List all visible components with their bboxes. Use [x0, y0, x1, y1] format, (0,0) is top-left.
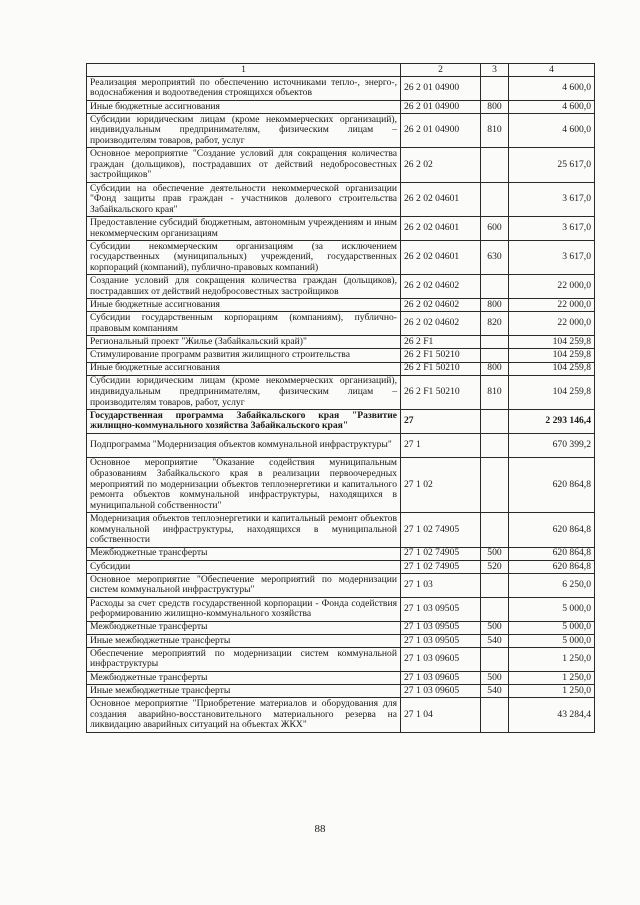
row-name: Региональный проект "Жилье (Забайкальский край)" [87, 336, 401, 349]
table-row [87, 574, 595, 598]
table-row [87, 684, 595, 697]
table-row [87, 349, 595, 362]
table-row [87, 240, 595, 274]
row-name: Субсидии на обеспечение деятельности некоммерческой организации "Фонд защиты прав граждан - участников долевого строительства Забайкальского края" [87, 182, 401, 216]
table-row [87, 457, 595, 513]
row-expense-type: 630 [481, 240, 509, 274]
row-name: Субсидии юридическим лицам (кроме некоммерческих организаций), индивидуальным предпринимателям, физическим лицам – производителям товаров, работ, услуг [87, 375, 401, 409]
row-expense-type: 540 [481, 684, 509, 697]
row-name: Создание условий для сокращения количества граждан (дольщиков), пострадавших от действий недобросовестных застройщиков [87, 275, 401, 299]
table-row [87, 362, 595, 375]
row-amount: 1 250,0 [509, 671, 595, 684]
row-name: Стимулирование программ развития жилищного строительства [87, 349, 401, 362]
row-expense-type [481, 148, 509, 182]
table-row [87, 671, 595, 684]
row-expense-type: 800 [481, 299, 509, 312]
row-amount: 4 600,0 [509, 113, 595, 147]
row-amount: 5 000,0 [509, 597, 595, 621]
table-row [87, 410, 595, 434]
row-code: 26 2 F1 50210 [401, 375, 481, 409]
row-name: Межбюджетные трансферты [87, 671, 401, 684]
table-row [87, 560, 595, 573]
row-expense-type [481, 433, 509, 457]
row-code: 27 1 04 [401, 698, 481, 732]
row-amount: 43 284,4 [509, 698, 595, 732]
row-amount: 5 000,0 [509, 634, 595, 647]
row-amount: 620 864,8 [509, 513, 595, 547]
row-name: Иные бюджетные ассигнования [87, 299, 401, 312]
row-name: Основное мероприятие "Приобретение материалов и оборудования для создания аварийно-восстановительного материального резерва на ликвидацию аварийных ситуаций на объектах ЖКХ" [87, 698, 401, 732]
header-column-1: 1 [87, 64, 401, 77]
row-code: 27 [401, 410, 481, 434]
row-name: Иные бюджетные ассигнования [87, 362, 401, 375]
row-amount: 670 399,2 [509, 433, 595, 457]
row-amount: 1 250,0 [509, 648, 595, 672]
row-amount: 2 293 146,4 [509, 410, 595, 434]
page-number: 88 [314, 823, 326, 835]
row-code: 27 1 03 09505 [401, 621, 481, 634]
row-expense-type [481, 597, 509, 621]
row-amount: 4 600,0 [509, 77, 595, 101]
row-code: 27 1 03 [401, 574, 481, 598]
row-name: Модернизация объектов теплоэнергетики и капитальный ремонт объектов коммунальной инфраструктуры, находящихся в муниципальной собственности [87, 513, 401, 547]
row-amount: 620 864,8 [509, 547, 595, 560]
row-expense-type [481, 349, 509, 362]
row-name: Межбюджетные трансферты [87, 547, 401, 560]
row-code: 26 2 02 04601 [401, 217, 481, 241]
row-code: 27 1 02 74905 [401, 513, 481, 547]
table-row [87, 113, 595, 147]
table-row [87, 698, 595, 732]
table-row [87, 100, 595, 113]
table-row [87, 275, 595, 299]
row-expense-type [481, 77, 509, 101]
row-amount: 104 259,8 [509, 362, 595, 375]
header-column-4: 4 [509, 64, 595, 77]
row-amount: 22 000,0 [509, 312, 595, 336]
row-expense-type: 810 [481, 113, 509, 147]
row-name: Государственная программа Забайкальского края "Развитие жилищно-коммунального хозяйства Забайкальского края" [87, 410, 401, 434]
table-row [87, 634, 595, 647]
row-amount: 620 864,8 [509, 457, 595, 513]
row-code: 27 1 03 09505 [401, 634, 481, 647]
row-code: 26 2 F1 [401, 336, 481, 349]
row-name: Основное мероприятие "Создание условий для сокращения количества граждан (дольщиков), пострадавших от действий недобросовестных застройщиков" [87, 148, 401, 182]
table-row [87, 433, 595, 457]
row-amount: 1 250,0 [509, 684, 595, 697]
row-code: 27 1 03 09605 [401, 684, 481, 697]
row-code: 26 2 01 04900 [401, 77, 481, 101]
budget-table [86, 63, 595, 733]
row-amount: 3 617,0 [509, 182, 595, 216]
row-name: Обеспечение мероприятий по модернизации систем коммунальной инфраструктуры [87, 648, 401, 672]
row-expense-type: 820 [481, 312, 509, 336]
row-amount: 3 617,0 [509, 240, 595, 274]
row-name: Субсидии некоммерческим организациям (за исключением государственных (муниципальных) учреждений, государственных корпораций (компаний), публично-правовых компаний) [87, 240, 401, 274]
table-row [87, 77, 595, 101]
header-column-3: 3 [481, 64, 509, 77]
row-expense-type [481, 574, 509, 598]
row-amount: 5 000,0 [509, 621, 595, 634]
table-row [87, 312, 595, 336]
row-expense-type: 500 [481, 547, 509, 560]
row-expense-type [481, 648, 509, 672]
row-name: Иные межбюджетные трансферты [87, 634, 401, 647]
row-name: Предоставление субсидий бюджетным, автономным учреждениям и иным некоммерческим организациям [87, 217, 401, 241]
row-code: 26 2 F1 50210 [401, 362, 481, 375]
document-page [86, 63, 594, 733]
row-expense-type [481, 275, 509, 299]
row-code: 27 1 02 74905 [401, 560, 481, 573]
row-amount: 4 600,0 [509, 100, 595, 113]
header-column-2: 2 [401, 64, 481, 77]
table-row [87, 513, 595, 547]
row-code: 27 1 02 [401, 457, 481, 513]
row-code: 27 1 [401, 433, 481, 457]
row-amount: 3 617,0 [509, 217, 595, 241]
table-row [87, 336, 595, 349]
row-code: 26 2 02 04602 [401, 275, 481, 299]
row-expense-type: 500 [481, 621, 509, 634]
row-amount: 6 250,0 [509, 574, 595, 598]
row-expense-type: 520 [481, 560, 509, 573]
row-code: 27 1 03 09505 [401, 597, 481, 621]
row-code: 26 2 02 04602 [401, 299, 481, 312]
row-expense-type [481, 410, 509, 434]
row-name: Расходы за счет средств государственной корпорации - Фонда содействия реформированию жилищно-коммунального хозяйства [87, 597, 401, 621]
table-row [87, 299, 595, 312]
row-code: 27 1 02 74905 [401, 547, 481, 560]
table-row [87, 375, 595, 409]
table-row [87, 621, 595, 634]
row-name: Иные межбюджетные трансферты [87, 684, 401, 697]
row-name: Субсидии государственным корпорациям (компаниям), публично-правовым компаниям [87, 312, 401, 336]
row-name: Подпрограмма "Модернизация объектов коммунальной инфраструктуры" [87, 433, 401, 457]
row-amount: 22 000,0 [509, 275, 595, 299]
table-row [87, 547, 595, 560]
row-name: Основное мероприятие "Обеспечение мероприятий по модернизации систем коммунальной инфраструктуры" [87, 574, 401, 598]
row-expense-type [481, 698, 509, 732]
row-amount: 22 000,0 [509, 299, 595, 312]
row-expense-type [481, 457, 509, 513]
row-expense-type [481, 513, 509, 547]
table-body [87, 77, 595, 733]
row-amount: 620 864,8 [509, 560, 595, 573]
row-expense-type: 540 [481, 634, 509, 647]
table-row [87, 217, 595, 241]
row-expense-type: 810 [481, 375, 509, 409]
row-code: 26 2 02 04601 [401, 182, 481, 216]
row-code: 26 2 F1 50210 [401, 349, 481, 362]
table-header-row [87, 64, 595, 77]
row-expense-type [481, 336, 509, 349]
row-amount: 104 259,8 [509, 336, 595, 349]
row-amount: 104 259,8 [509, 375, 595, 409]
row-name: Иные бюджетные ассигнования [87, 100, 401, 113]
row-expense-type: 500 [481, 671, 509, 684]
row-code: 27 1 03 09605 [401, 648, 481, 672]
row-code: 27 1 03 09605 [401, 671, 481, 684]
row-expense-type [481, 182, 509, 216]
row-code: 26 2 02 04601 [401, 240, 481, 274]
table-row [87, 148, 595, 182]
row-name: Реализация мероприятий по обеспечению источниками тепло-, энерго-, водоснабжения и водоотведения строящихся объектов [87, 77, 401, 101]
row-code: 26 2 01 04900 [401, 100, 481, 113]
row-amount: 25 617,0 [509, 148, 595, 182]
row-code: 26 2 02 04602 [401, 312, 481, 336]
table-row [87, 648, 595, 672]
table-row [87, 597, 595, 621]
row-name: Субсидии [87, 560, 401, 573]
row-code: 26 2 01 04900 [401, 113, 481, 147]
row-name: Субсидии юридическим лицам (кроме некоммерческих организаций), индивидуальным предпринимателям, физическим лицам – производителям товаров, работ, услуг [87, 113, 401, 147]
row-expense-type: 800 [481, 100, 509, 113]
row-amount: 104 259,8 [509, 349, 595, 362]
row-expense-type: 600 [481, 217, 509, 241]
row-name: Межбюджетные трансферты [87, 621, 401, 634]
row-name: Основное мероприятие "Оказание содействия муниципальным образованиям Забайкальского края в реализации первоочередных мероприятий по модернизации объектов теплоэнергетики и капитального ремонта объектов коммунальной инфраструктуры, находящихся в муниципальной собственности" [87, 457, 401, 513]
row-code: 26 2 02 [401, 148, 481, 182]
table-row [87, 182, 595, 216]
row-expense-type: 800 [481, 362, 509, 375]
